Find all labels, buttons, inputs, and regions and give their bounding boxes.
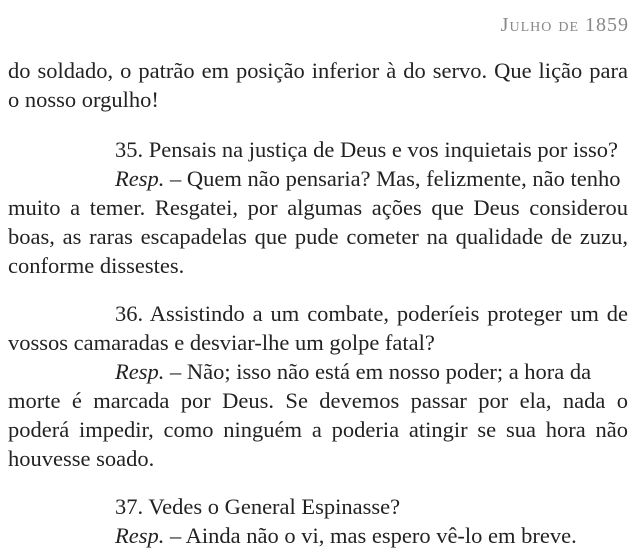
- answer-first-line: [8, 357, 628, 386]
- question-37: [8, 492, 628, 550]
- text-line: do soldado, o patrão em posição inferior à do servo. Que lição para: [8, 58, 628, 83]
- text-line: conforme dissestes.: [8, 253, 185, 278]
- question-text: 36. Assistindo a um combate, poderíeis proteger um de: [115, 301, 628, 326]
- text-line: morte é marcada por Deus. Se devemos passar por ela, nada o: [8, 388, 628, 413]
- running-header: [501, 14, 629, 37]
- header-month: Julho de: [500, 14, 579, 36]
- resp-label: Resp.: [115, 166, 165, 191]
- question-text: vossos camaradas e desviar-lhe um golpe fatal?: [8, 330, 435, 355]
- header-year: 1859: [585, 14, 629, 36]
- question-35: [8, 135, 628, 280]
- text-line: boas, as raras escapadelas que pude cometer na qualidade de zuzu,: [8, 224, 628, 249]
- answer-text: – Ainda não o vi, mas espero vê-lo em breve.: [164, 523, 577, 548]
- answer-first-line: [8, 164, 628, 193]
- answer-text: – Quem não pensaria? Mas, felizmente, não tenho: [164, 166, 621, 191]
- question-text: 35. Pensais na justiça de Deus e vos inquietais por isso?: [115, 137, 619, 162]
- answer-text: – Não; isso não está em nosso poder; a hora da: [164, 359, 592, 384]
- answer-first-line: [8, 521, 628, 550]
- question-text: 37. Vedes o General Espinasse?: [115, 494, 401, 519]
- resp-label: Resp.: [115, 359, 165, 384]
- text-line: o nosso orgulho!: [8, 87, 159, 112]
- text-line: houvesse soado.: [8, 446, 155, 471]
- text-line: muito a temer. Resgatei, por algumas ações que Deus considerou: [8, 195, 628, 220]
- paragraph-continuation: [8, 56, 628, 114]
- resp-label: Resp.: [115, 523, 165, 548]
- text-line: poderá impedir, como ninguém a poderia atingir se sua hora não: [8, 417, 628, 442]
- question-36: [8, 299, 628, 473]
